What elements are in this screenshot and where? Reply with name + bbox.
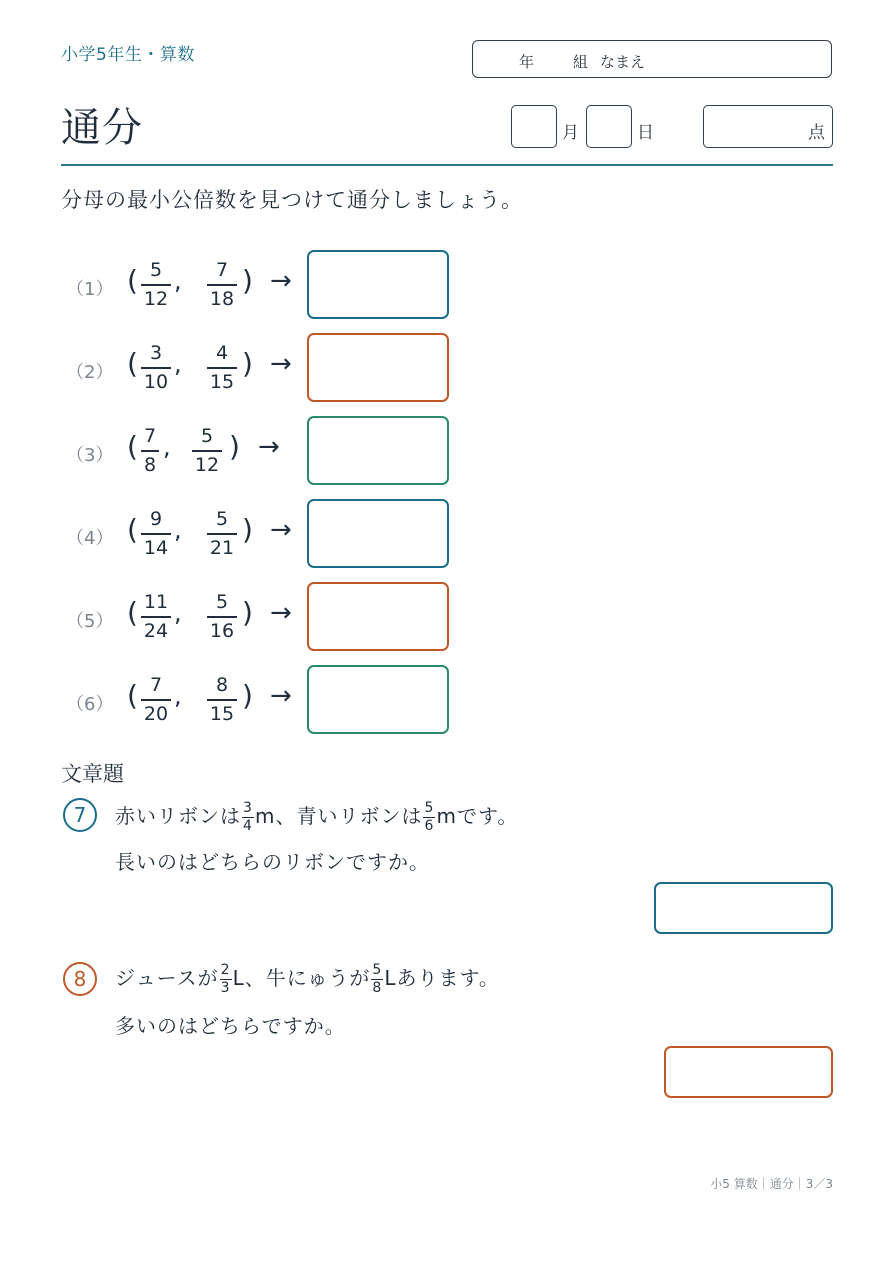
numerator: 5 [215,508,229,530]
close-paren: ) [242,347,253,380]
class-label: 組 [573,53,589,71]
fraction-b [207,508,237,559]
answer-box[interactable] [307,665,449,734]
month-label: 月 [562,123,579,143]
problem-number-circle [63,798,97,832]
numerator: 3 [149,342,163,364]
fraction [220,963,232,996]
year-label: 年 [519,53,535,71]
arrow-icon: → [270,266,292,296]
problem-number: 8 [73,967,87,991]
comma: , [174,599,182,627]
fraction-a [141,425,159,476]
open-paren: ( [127,430,138,463]
word-problem-text: L、牛にゅうが [232,966,371,990]
denominator: 12 [143,287,169,310]
fraction-b [207,674,237,725]
numerator: 7 [143,425,157,447]
fraction-bar [207,284,237,286]
fraction-bar [141,699,171,701]
word-problem-question: 多いのはどちらですか。 [115,1014,346,1038]
denominator: 10 [143,370,169,393]
open-paren: ( [127,679,138,712]
page-title: 通分 [61,105,143,151]
arrow-icon: → [258,432,280,462]
answer-box[interactable] [654,882,833,934]
close-paren: ) [242,596,253,629]
fraction-a [141,674,171,725]
denominator: 12 [194,453,220,476]
word-problem-text: ジュースが [115,966,219,990]
problem-number: （3） [66,445,114,466]
word-problem-text: 赤いリボンは [115,804,241,828]
answer-box[interactable] [307,333,449,402]
answer-box[interactable] [307,582,449,651]
word-problem-heading: 文章題 [61,762,124,786]
close-paren: ) [229,430,240,463]
fraction-bar [141,367,171,369]
fraction-bar [192,450,222,452]
problem-number: （2） [66,362,114,383]
denominator: 15 [209,370,235,393]
word-problem-line [115,962,500,996]
fraction-bar [207,616,237,618]
name-field[interactable] [472,40,832,78]
answer-box[interactable] [307,250,449,319]
fraction-b [207,591,237,642]
denominator: 15 [209,702,235,725]
day-input[interactable] [586,105,632,148]
word-problem-text: Lあります。 [384,966,500,990]
numerator: 2 [220,962,231,978]
word-problem-text: mです。 [436,804,519,828]
fraction-a [141,259,171,310]
denominator: 16 [209,619,235,642]
fraction-a [141,591,171,642]
word-problem-line [115,800,518,834]
problem-number: （4） [66,528,114,549]
numerator: 9 [149,508,163,530]
numerator: 4 [215,342,229,364]
denominator: 24 [143,619,169,642]
grade-subject-label: 小学5年生・算数 [61,45,195,65]
month-input[interactable] [511,105,557,148]
day-label: 日 [637,123,654,143]
numerator: 8 [215,674,229,696]
denominator: 6 [424,818,435,834]
page-footer: 小5 算数｜通分｜3／3 [710,1177,833,1191]
open-paren: ( [127,513,138,546]
fraction-bar [141,284,171,286]
denominator: 3 [220,980,231,996]
fraction [423,801,435,834]
close-paren: ) [242,264,253,297]
numerator: 5 [424,800,435,816]
numerator: 5 [200,425,214,447]
arrow-icon: → [270,515,292,545]
denominator: 20 [143,702,169,725]
denominator: 18 [209,287,235,310]
numerator: 7 [149,674,163,696]
problem-number-circle [63,962,97,996]
numerator: 5 [372,962,383,978]
problem-number: （1） [66,279,114,300]
denominator: 21 [209,536,235,559]
fraction [371,963,383,996]
answer-box[interactable] [307,416,449,485]
problem-number: 7 [73,803,87,827]
fraction-bar [207,699,237,701]
numerator: 7 [215,259,229,281]
problem-number: （5） [66,611,114,632]
close-paren: ) [242,513,253,546]
comma: , [174,267,182,295]
arrow-icon: → [270,681,292,711]
open-paren: ( [127,596,138,629]
answer-box[interactable] [664,1046,833,1098]
close-paren: ) [242,679,253,712]
word-problem-text: m、青いリボンは [255,804,423,828]
instruction-text: 分母の最小公倍数を見つけて通分しましょう。 [61,188,523,212]
fraction-bar [141,450,159,452]
fraction [242,801,254,834]
fraction-bar [207,533,237,535]
fraction-bar [207,367,237,369]
arrow-icon: → [270,349,292,379]
comma: , [174,682,182,710]
name-label: なまえ [600,53,646,71]
problem-number: （6） [66,694,114,715]
fraction-bar [141,616,171,618]
score-label: 点 [808,123,825,143]
numerator: 3 [243,800,253,816]
comma: , [174,350,182,378]
comma: , [163,433,171,461]
numerator: 5 [149,259,163,281]
arrow-icon: → [270,598,292,628]
fraction-bar [141,533,171,535]
word-problem-question: 長いのはどちらのリボンですか。 [115,850,430,874]
fraction-a [141,508,171,559]
open-paren: ( [127,347,138,380]
header-divider [61,164,833,166]
fraction-b [207,342,237,393]
answer-box[interactable] [307,499,449,568]
numerator: 11 [143,591,169,613]
fraction-b [192,425,222,476]
open-paren: ( [127,264,138,297]
denominator: 4 [243,818,253,834]
comma: , [174,516,182,544]
fraction-a [141,342,171,393]
fraction-b [207,259,237,310]
score-field[interactable] [703,105,833,148]
denominator: 8 [372,980,383,996]
numerator: 5 [215,591,229,613]
denominator: 8 [143,453,157,476]
denominator: 14 [143,536,169,559]
